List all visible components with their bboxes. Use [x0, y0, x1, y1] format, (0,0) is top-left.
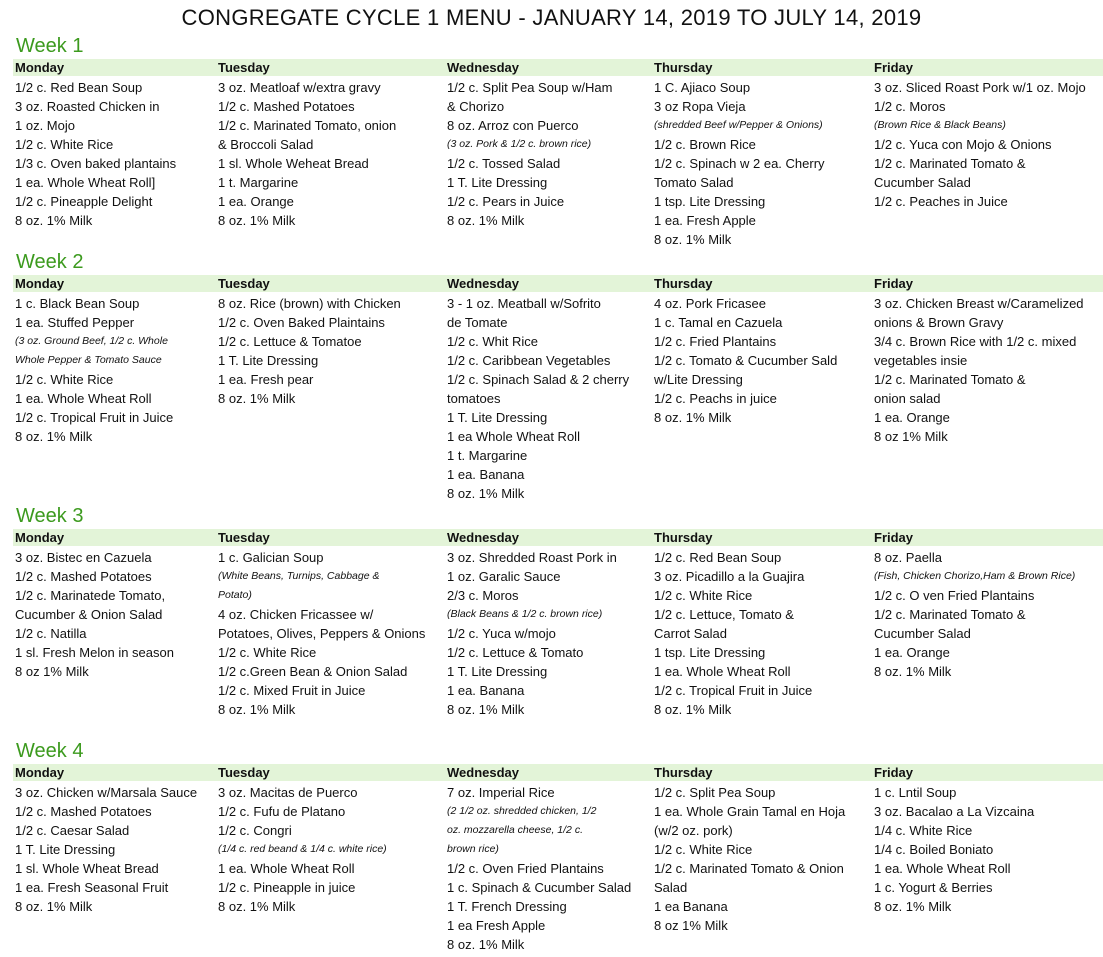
day-header-band — [13, 59, 1103, 76]
week-label: Week 3 — [16, 505, 84, 527]
day-header-wednesday: Wednesday — [447, 765, 520, 780]
menu-item: 1/2 c. Spinach w 2 ea. Cherry — [654, 156, 825, 171]
menu-item: 8 oz. 1% Milk — [447, 486, 525, 501]
menu-item: 1/2 c. Lettuce & Tomatoe — [218, 334, 362, 349]
menu-item: 1/2 c. Fufu de Platano — [218, 804, 346, 819]
menu-item: Tomato Salad — [654, 175, 734, 190]
menu-item: 1 ea Banana — [654, 899, 728, 914]
menu-item: (shredded Beef w/Pepper & Onions) — [654, 119, 823, 131]
menu-item: 1/2 c. Pears in Juice — [447, 194, 565, 209]
day-header-monday: Monday — [15, 530, 65, 545]
menu-item: (Brown Rice & Black Beans) — [874, 119, 1006, 131]
day-header-tuesday: Tuesday — [218, 60, 270, 75]
menu-item: 1 T. Lite Dressing — [15, 842, 116, 857]
menu-item: 1 sl. Whole Wheat Bread — [15, 861, 159, 876]
menu-item: Potato) — [218, 589, 252, 601]
menu-item: 1/2 c. Split Pea Soup — [654, 785, 776, 800]
menu-item: 1/2 c. Tropical Fruit in Juice — [654, 683, 813, 698]
menu-item: 8 oz. 1% Milk — [447, 702, 525, 717]
menu-item: 1/4 c. White Rice — [874, 823, 973, 838]
menu-item: 1/2 c. O ven Fried Plantains — [874, 588, 1035, 603]
day-column-wednesday — [447, 783, 677, 954]
menu-item: 1/2 c. Oven Baked Plaintains — [218, 315, 385, 330]
menu-item: 3 oz. Sliced Roast Pork w/1 oz. Mojo — [874, 80, 1086, 95]
day-column-tuesday — [218, 548, 448, 719]
menu-item: 1 c. Black Bean Soup — [15, 296, 140, 311]
menu-item: 1 tsp. Lite Dressing — [654, 194, 766, 209]
day-column-friday — [874, 78, 1103, 211]
menu-item: 8 oz. 1% Milk — [654, 702, 732, 717]
menu-item: 8 oz 1% Milk — [874, 429, 948, 444]
week-label: Week 1 — [16, 35, 84, 57]
day-column-thursday — [654, 294, 884, 427]
menu-item: 1/2 c. Mashed Potatoes — [15, 804, 152, 819]
menu-item: (1/4 c. red beand & 1/4 c. white rice) — [218, 843, 387, 855]
menu-item: 1/3 c. Oven baked plantains — [15, 156, 177, 171]
menu-item: 8 oz. 1% Milk — [654, 410, 732, 425]
day-column-friday — [874, 783, 1103, 916]
menu-item: 1 ea. Orange — [218, 194, 294, 209]
day-column-monday — [15, 783, 245, 916]
menu-item: 8 oz. Paella — [874, 550, 942, 565]
menu-item: oz. mozzarella cheese, 1/2 c. — [447, 824, 583, 836]
menu-item: 1 ea. Banana — [447, 683, 525, 698]
menu-item: 8 oz. 1% Milk — [15, 213, 93, 228]
menu-item: 1/2 c. Tomato & Cucumber Sald — [654, 353, 838, 368]
menu-item: 1/2 c. Lettuce & Tomato — [447, 645, 584, 660]
day-header-tuesday: Tuesday — [218, 530, 270, 545]
week-label: Week 4 — [16, 740, 84, 762]
menu-item: 1/2 c. Mashed Potatoes — [218, 99, 355, 114]
menu-item: vegetables insie — [874, 353, 968, 368]
menu-item: 1 ea. Whole Wheat Roll — [218, 861, 355, 876]
day-header-friday: Friday — [874, 765, 914, 780]
menu-item: 1/2 c. Marinated Tomato, onion — [218, 118, 397, 133]
menu-item: (Fish, Chicken Chorizo,Ham & Brown Rice) — [874, 570, 1076, 582]
menu-item: 1/2 c. Brown Rice — [654, 137, 756, 152]
day-header-friday: Friday — [874, 530, 914, 545]
menu-item: 1 ea Whole Wheat Roll — [447, 429, 580, 444]
day-header-band — [13, 275, 1103, 292]
menu-item: 3 oz. Bistec en Cazuela — [15, 550, 152, 565]
day-column-tuesday — [218, 783, 448, 916]
menu-item: 1 C. Ajiaco Soup — [654, 80, 751, 95]
menu-item: 1 ea. Banana — [447, 467, 525, 482]
menu-item: 1/2 c. Oven Fried Plantains — [447, 861, 604, 876]
menu-item: Salad — [654, 880, 688, 895]
day-column-thursday — [654, 548, 884, 719]
menu-item: Cucumber Salad — [874, 626, 971, 641]
menu-item: 8 oz. 1% Milk — [218, 391, 296, 406]
menu-item: Potatoes, Olives, Peppers & Onions — [218, 626, 426, 641]
menu-item: 1/2 c. Marinated Tomato & — [874, 372, 1026, 387]
menu-item: 1/2 c. Peachs in juice — [654, 391, 777, 406]
menu-item: w/Lite Dressing — [654, 372, 743, 387]
day-header-wednesday: Wednesday — [447, 60, 520, 75]
menu-item: Cucumber Salad — [874, 175, 971, 190]
menu-item: 1/2 c. Split Pea Soup w/Ham — [447, 80, 613, 95]
day-header-tuesday: Tuesday — [218, 276, 270, 291]
menu-item: tomatoes — [447, 391, 501, 406]
menu-item: 3 - 1 oz. Meatball w/Sofrito — [447, 296, 601, 311]
menu-item: 3 oz. Chicken Breast w/Caramelized — [874, 296, 1084, 311]
menu-item: 1/2 c. White Rice — [654, 588, 753, 603]
menu-item: 1/2 c. Whit Rice — [447, 334, 539, 349]
menu-item: 8 oz. 1% Milk — [15, 429, 93, 444]
menu-item: 1 ea. Whole Wheat Roll] — [15, 175, 156, 190]
day-header-band — [13, 529, 1103, 546]
menu-item: 3/4 c. Brown Rice with 1/2 c. mixed — [874, 334, 1077, 349]
day-column-wednesday — [447, 548, 677, 719]
menu-item: 1/2 c. Fried Plantains — [654, 334, 777, 349]
menu-item: & Chorizo — [447, 99, 505, 114]
menu-item: 1 c. Galician Soup — [218, 550, 324, 565]
menu-item: 1 ea. Stuffed Pepper — [15, 315, 135, 330]
menu-item: Whole Pepper & Tomato Sauce — [15, 354, 162, 366]
menu-item: 1/2 c. Marinated Tomato & Onion — [654, 861, 844, 876]
menu-item: 4 oz. Chicken Fricassee w/ — [218, 607, 374, 622]
menu-item: 1 oz. Mojo — [15, 118, 75, 133]
menu-item: brown rice) — [447, 843, 499, 855]
menu-item: 1 c. Yogurt & Berries — [874, 880, 993, 895]
menu-item: 8 oz. Arroz con Puerco — [447, 118, 579, 133]
menu-item: 1 ea. Fresh Seasonal Fruit — [15, 880, 169, 895]
day-header-thursday: Thursday — [654, 276, 713, 291]
menu-item: 1 c. Tamal en Cazuela — [654, 315, 783, 330]
menu-item: 3 oz. Shredded Roast Pork in — [447, 550, 617, 565]
menu-item: 1/4 c. Boiled Boniato — [874, 842, 994, 857]
menu-item: 3 oz Ropa Vieja — [654, 99, 746, 114]
day-header-friday: Friday — [874, 60, 914, 75]
menu-item: 8 oz. 1% Milk — [447, 937, 525, 952]
menu-item: 1/2 c. Mixed Fruit in Juice — [218, 683, 366, 698]
menu-item: 1 T. French Dressing — [447, 899, 567, 914]
day-header-wednesday: Wednesday — [447, 530, 520, 545]
menu-item: 1/2 c. Red Bean Soup — [654, 550, 782, 565]
menu-item: 1/2 c.Green Bean & Onion Salad — [218, 664, 408, 679]
menu-item: Cucumber & Onion Salad — [15, 607, 163, 622]
menu-item: (3 oz. Ground Beef, 1/2 c. Whole — [15, 335, 168, 347]
day-column-monday — [15, 548, 245, 681]
menu-item: 1/2 c. Marinated Tomato & — [874, 607, 1026, 622]
menu-item: 1/2 c. Mashed Potatoes — [15, 569, 152, 584]
menu-item: 1 t. Margarine — [447, 448, 528, 463]
day-column-wednesday — [447, 294, 677, 503]
menu-item: (w/2 oz. pork) — [654, 823, 733, 838]
day-column-wednesday — [447, 78, 677, 230]
day-header-thursday: Thursday — [654, 530, 713, 545]
menu-item: (White Beans, Turnips, Cabbage & — [218, 570, 380, 582]
menu-item: 1/2 c. Caesar Salad — [15, 823, 130, 838]
menu-item: onion salad — [874, 391, 941, 406]
menu-item: 1/2 c. Peaches in Juice — [874, 194, 1008, 209]
menu-item: 8 oz 1% Milk — [654, 918, 728, 933]
day-header-thursday: Thursday — [654, 60, 713, 75]
menu-item: 1 c. Lntil Soup — [874, 785, 957, 800]
menu-item: 1/2 c. Congri — [218, 823, 292, 838]
page-title: CONGREGATE CYCLE 1 MENU - JANUARY 14, 2019 TO JULY 14, 2019 — [181, 5, 922, 30]
menu-item: 1/2 c. White Rice — [15, 372, 114, 387]
menu-item: & Broccoli Salad — [218, 137, 314, 152]
day-header-monday: Monday — [15, 60, 65, 75]
menu-item: 1/2 c. Pineapple in juice — [218, 880, 356, 895]
menu-item: 8 oz. 1% Milk — [654, 232, 732, 247]
menu-item: (Black Beans & 1/2 c. brown rice) — [447, 608, 603, 620]
day-header-wednesday: Wednesday — [447, 276, 520, 291]
menu-item: 8 oz. 1% Milk — [218, 899, 296, 914]
menu-item: 8 oz. 1% Milk — [218, 702, 296, 717]
menu-item: de Tomate — [447, 315, 508, 330]
menu-item: onions & Brown Gravy — [874, 315, 1004, 330]
menu-item: 1 ea. Fresh pear — [218, 372, 314, 387]
menu-item: 7 oz. Imperial Rice — [447, 785, 555, 800]
menu-item: 1 ea. Orange — [874, 645, 950, 660]
menu-item: 1 t. Margarine — [218, 175, 299, 190]
menu-item: 1/2 c. White Rice — [654, 842, 753, 857]
day-header-tuesday: Tuesday — [218, 765, 270, 780]
menu-item: (2 1/2 oz. shredded chicken, 1/2 — [447, 805, 597, 817]
menu-item: 1 T. Lite Dressing — [447, 175, 548, 190]
menu-item: 1/2 c. Tropical Fruit in Juice — [15, 410, 174, 425]
menu-item: 1 ea Fresh Apple — [447, 918, 546, 933]
menu-item: 1/2 c. Caribbean Vegetables — [447, 353, 611, 368]
menu-item: 3 oz. Chicken w/Marsala Sauce — [15, 785, 198, 800]
menu-item: 8 oz. 1% Milk — [874, 899, 952, 914]
menu-item: 3 oz. Picadillo a la Guajira — [654, 569, 805, 584]
menu-item: 1 ea. Whole Wheat Roll — [874, 861, 1011, 876]
day-column-thursday — [654, 783, 884, 935]
menu-item: 8 oz 1% Milk — [15, 664, 89, 679]
menu-item: 8 oz. Rice (brown) with Chicken — [218, 296, 401, 311]
menu-item: 1 T. Lite Dressing — [447, 664, 548, 679]
menu-item: 1/2 c. Lettuce, Tomato & — [654, 607, 794, 622]
menu-item: 3 oz. Roasted Chicken in — [15, 99, 160, 114]
menu-item: 1/2 c. Pineapple Delight — [15, 194, 153, 209]
menu-item: 8 oz. 1% Milk — [874, 664, 952, 679]
day-header-friday: Friday — [874, 276, 914, 291]
menu-item: 8 oz. 1% Milk — [15, 899, 93, 914]
menu-item: 1 oz. Garalic Sauce — [447, 569, 561, 584]
menu-item: 3 oz. Meatloaf w/extra gravy — [218, 80, 381, 95]
menu-item: 1 ea. Orange — [874, 410, 950, 425]
menu-item: 8 oz. 1% Milk — [218, 213, 296, 228]
menu-item: 1/2 c. Marinatede Tomato, — [15, 588, 166, 603]
menu-item: 1/2 c. Marinated Tomato & — [874, 156, 1026, 171]
menu-item: 1 tsp. Lite Dressing — [654, 645, 766, 660]
menu-item: 1/2 c. Yuca con Mojo & Onions — [874, 137, 1052, 152]
menu-item: 1 T. Lite Dressing — [218, 353, 319, 368]
day-header-thursday: Thursday — [654, 765, 713, 780]
menu-item: (3 oz. Pork & 1/2 c. brown rice) — [447, 138, 592, 150]
menu-item: 2/3 c. Moros — [447, 588, 519, 603]
menu-item: 1 c. Spinach & Cucumber Salad — [447, 880, 632, 895]
menu-item: 1/2 c. White Rice — [15, 137, 114, 152]
menu-item: 3 oz. Bacalao a La Vizcaina — [874, 804, 1035, 819]
week-label: Week 2 — [16, 251, 84, 273]
day-column-friday — [874, 294, 1103, 446]
day-column-tuesday — [218, 78, 448, 230]
menu-item: 1 ea. Fresh Apple — [654, 213, 756, 228]
menu-item: 1 sl. Whole Weheat Bread — [218, 156, 369, 171]
day-column-thursday — [654, 78, 884, 249]
menu-item: 4 oz. Pork Fricasee — [654, 296, 766, 311]
day-header-band — [13, 764, 1103, 781]
menu-item: 1/2 c. Tossed Salad — [447, 156, 561, 171]
day-column-friday — [874, 548, 1103, 681]
menu-item: 1 ea. Whole Grain Tamal en Hoja — [654, 804, 846, 819]
menu-item: 1/2 c. Natilla — [15, 626, 87, 641]
menu-item: 1/2 c. Moros — [874, 99, 946, 114]
menu-item: 3 oz. Macitas de Puerco — [218, 785, 358, 800]
menu-item: 8 oz. 1% Milk — [447, 213, 525, 228]
menu-item: 1 T. Lite Dressing — [447, 410, 548, 425]
day-column-monday — [15, 78, 245, 230]
menu-item: 1/2 c. Yuca w/mojo — [447, 626, 556, 641]
day-header-monday: Monday — [15, 276, 65, 291]
menu-item: 1 ea. Whole Wheat Roll — [15, 391, 152, 406]
day-column-tuesday — [218, 294, 448, 408]
menu-item: Carrot Salad — [654, 626, 727, 641]
menu-item: 1/2 c. Spinach Salad & 2 cherry — [447, 372, 630, 387]
menu-item: 1 sl. Fresh Melon in season — [15, 645, 174, 660]
menu-item: 1/2 c. Red Bean Soup — [15, 80, 143, 95]
day-header-monday: Monday — [15, 765, 65, 780]
day-column-monday — [15, 294, 245, 446]
menu-item: 1 ea. Whole Wheat Roll — [654, 664, 791, 679]
menu-item: 1/2 c. White Rice — [218, 645, 317, 660]
